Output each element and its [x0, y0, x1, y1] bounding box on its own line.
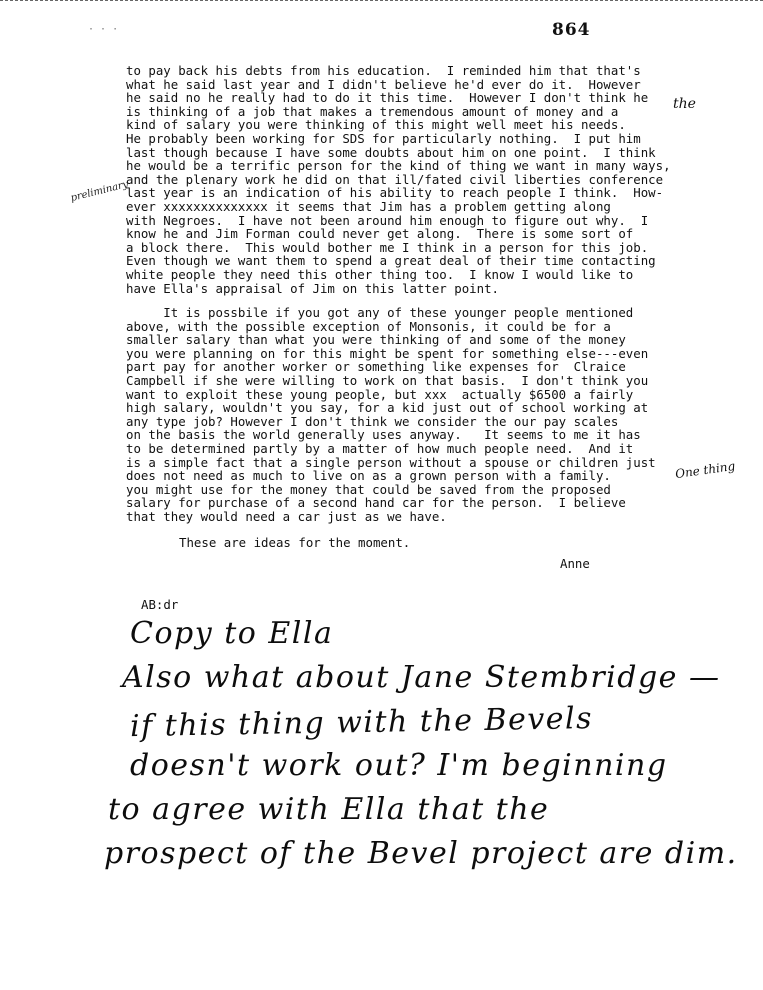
typed-line: high salary, wouldn't you say, for a kid just out of school working at [126, 400, 649, 416]
typed-line: last though because I have some doubts about him on one point. I think [126, 144, 656, 160]
handwritten-line: if this thing with the Bevels [129, 701, 594, 745]
page-number: 864 [552, 20, 591, 40]
scan-corner-marks: · · · [88, 24, 119, 35]
typed-line: last year is an indication of his ability to reach people I think. How- [126, 185, 664, 201]
typed-line: does not need as much to live on as a grown person with a family. [126, 468, 611, 484]
typed-line: Even though we want them to spend a great deal of their time contacting [126, 253, 656, 269]
typed-line: you might use for the money that could be saved from the proposed [126, 481, 611, 497]
typed-line: a block there. This would bother me I think in a person for this job. [126, 239, 649, 255]
handwritten-line: prospect of the Bevel project are dim. [104, 836, 738, 871]
handwritten-line: to agree with Ella that the [108, 792, 550, 827]
typed-line: have Ella's appraisal of Jim on this latter point. [126, 280, 499, 296]
typed-line: is a simple fact that a single person without a spouse or children just [126, 454, 656, 470]
typed-line: that they would need a car just as we have. [126, 508, 447, 524]
closing-line: These are ideas for the moment. [179, 535, 411, 550]
typed-line: what he said last year and I didn't believe he'd ever do it. However [126, 76, 641, 92]
margin-note-left: preliminary [69, 179, 130, 204]
typed-line: with Negroes. I have not been around him enough to figure out why. I [126, 212, 649, 228]
paragraph-1 [126, 64, 726, 295]
typed-line: salary for purchase of a second hand car for the person. I believe [126, 495, 626, 511]
typed-line: above, with the possible exception of Monsonis, it could be for a [126, 318, 611, 334]
typed-line: he would be a terrific person for the kind of thing we want in many ways, [126, 158, 671, 174]
typed-line: on the basis the world generally uses anyway. It seems to me it has [126, 427, 641, 443]
typed-line: to pay back his debts from his education. I reminded him that that's [126, 63, 641, 78]
typed-line: want to exploit these young people, but xxx actually $6500 a fairly [126, 386, 634, 402]
margin-note-right-bottom: One thing [674, 458, 736, 482]
paragraph-2 [126, 306, 726, 524]
typed-line: He probably been working for SDS for particularly nothing. I put him [126, 130, 641, 146]
handwritten-line: doesn't work out? I'm beginning [130, 748, 668, 783]
typed-line: white people they need this other thing too. I know I would like to [126, 266, 634, 282]
scan-top-border [0, 0, 763, 1]
typed-line: It is possbile if you got any of these younger people mentioned [126, 305, 634, 320]
typed-line: kind of salary you were thinking of this might well meet his needs. [126, 117, 626, 133]
handwritten-note [104, 612, 744, 876]
typed-line: smaller salary than what you were thinking of and some of the money [126, 332, 626, 348]
typed-line: you were planning on for this might be spent for something else---even [126, 345, 649, 361]
handwritten-line: Copy to Ella [130, 616, 334, 651]
typist-initials: AB:dr [141, 597, 179, 612]
margin-note-right-top: the [673, 96, 696, 112]
typed-line: is thinking of a job that makes a tremendous amount of money and a [126, 103, 619, 119]
signature: Anne [560, 556, 590, 571]
typed-line: know he and Jim Forman could never get along. There is some sort of [126, 226, 634, 242]
typed-line: any type job? However I don't think we consider the our pay scales [126, 413, 619, 429]
typed-line: and the plenary work he did on that ill/fated civil liberties conference [126, 171, 664, 187]
typed-line: Campbell if she were willing to work on that basis. I don't think you [126, 372, 649, 388]
typed-line: ever xxxxxxxxxxxxxx it seems that Jim has a problem getting along [126, 198, 611, 214]
typed-line: to be determined partly by a matter of how much people need. And it [126, 440, 634, 456]
typed-line: he said no he really had to do it this time. However I don't think he [126, 90, 649, 106]
handwritten-line: Also what about Jane Stembridge — [122, 660, 721, 695]
typed-line: part pay for another worker or something like expenses for Clraice [126, 359, 626, 375]
